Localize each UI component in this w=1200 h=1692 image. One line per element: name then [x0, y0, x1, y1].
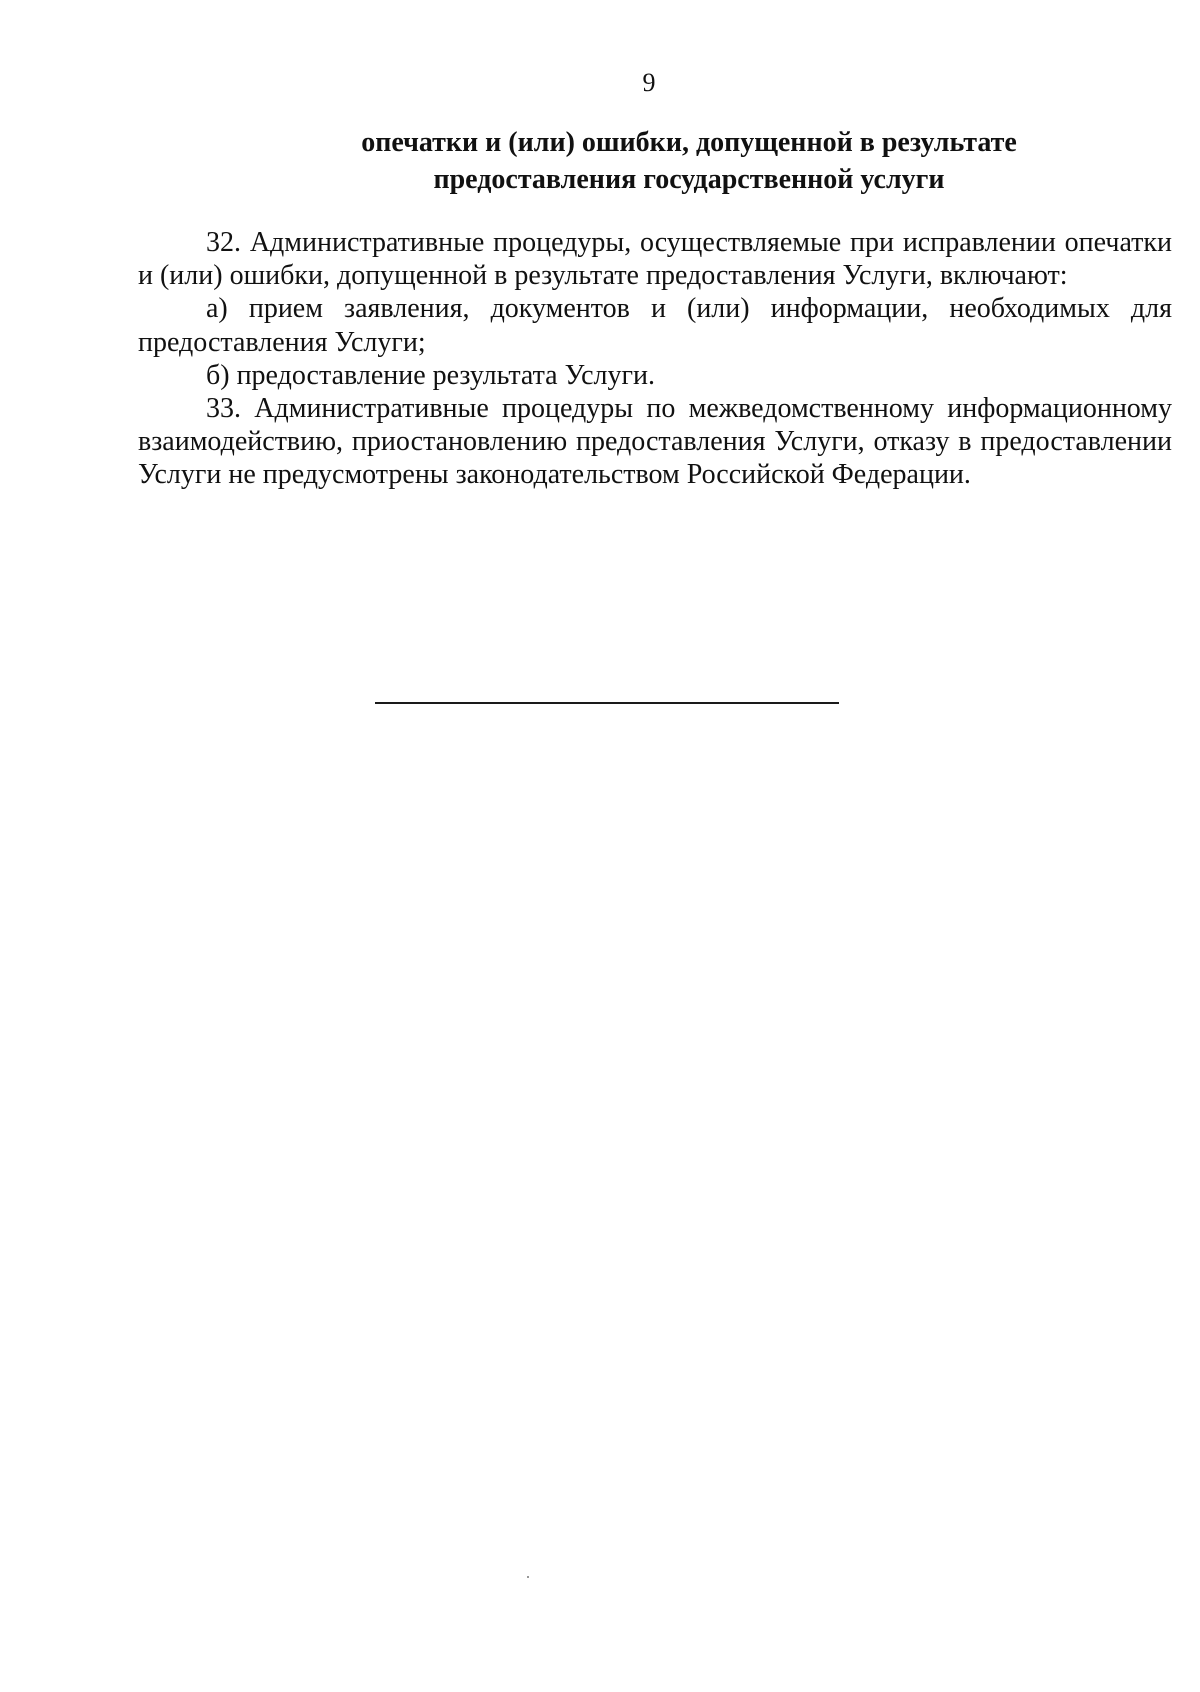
- paragraph-32-item-a: а) прием заявления, документов и (или) информации, необходимых для предоставления Услуги;: [138, 293, 1172, 358]
- paragraph-32: 32. Административные процедуры, осуществляемые при исправлении опечатки и (или) ошибки, допущенной в результате предоставления Услуги, включают:: [138, 227, 1172, 292]
- section-heading-line-1: опечатки и (или) ошибки, допущенной в результате: [361, 127, 1017, 158]
- paragraph-33: 33. Административные процедуры по межведомственному информационному взаимодействию, приостановлению предоставления Услуги, отказу в предоставлении Услуги не предусмотрены законодательством Российской Федерации.: [138, 393, 1172, 491]
- section-heading-line-2: предоставления государственной услуги: [433, 164, 945, 195]
- end-separator-line: [375, 702, 839, 704]
- paragraph-32-item-b: б) предоставление результата Услуги.: [206, 359, 655, 391]
- document-body: [138, 226, 1172, 492]
- page-number: 9: [642, 68, 656, 97]
- scan-speck: [527, 1576, 529, 1578]
- section-heading: [140, 124, 1200, 198]
